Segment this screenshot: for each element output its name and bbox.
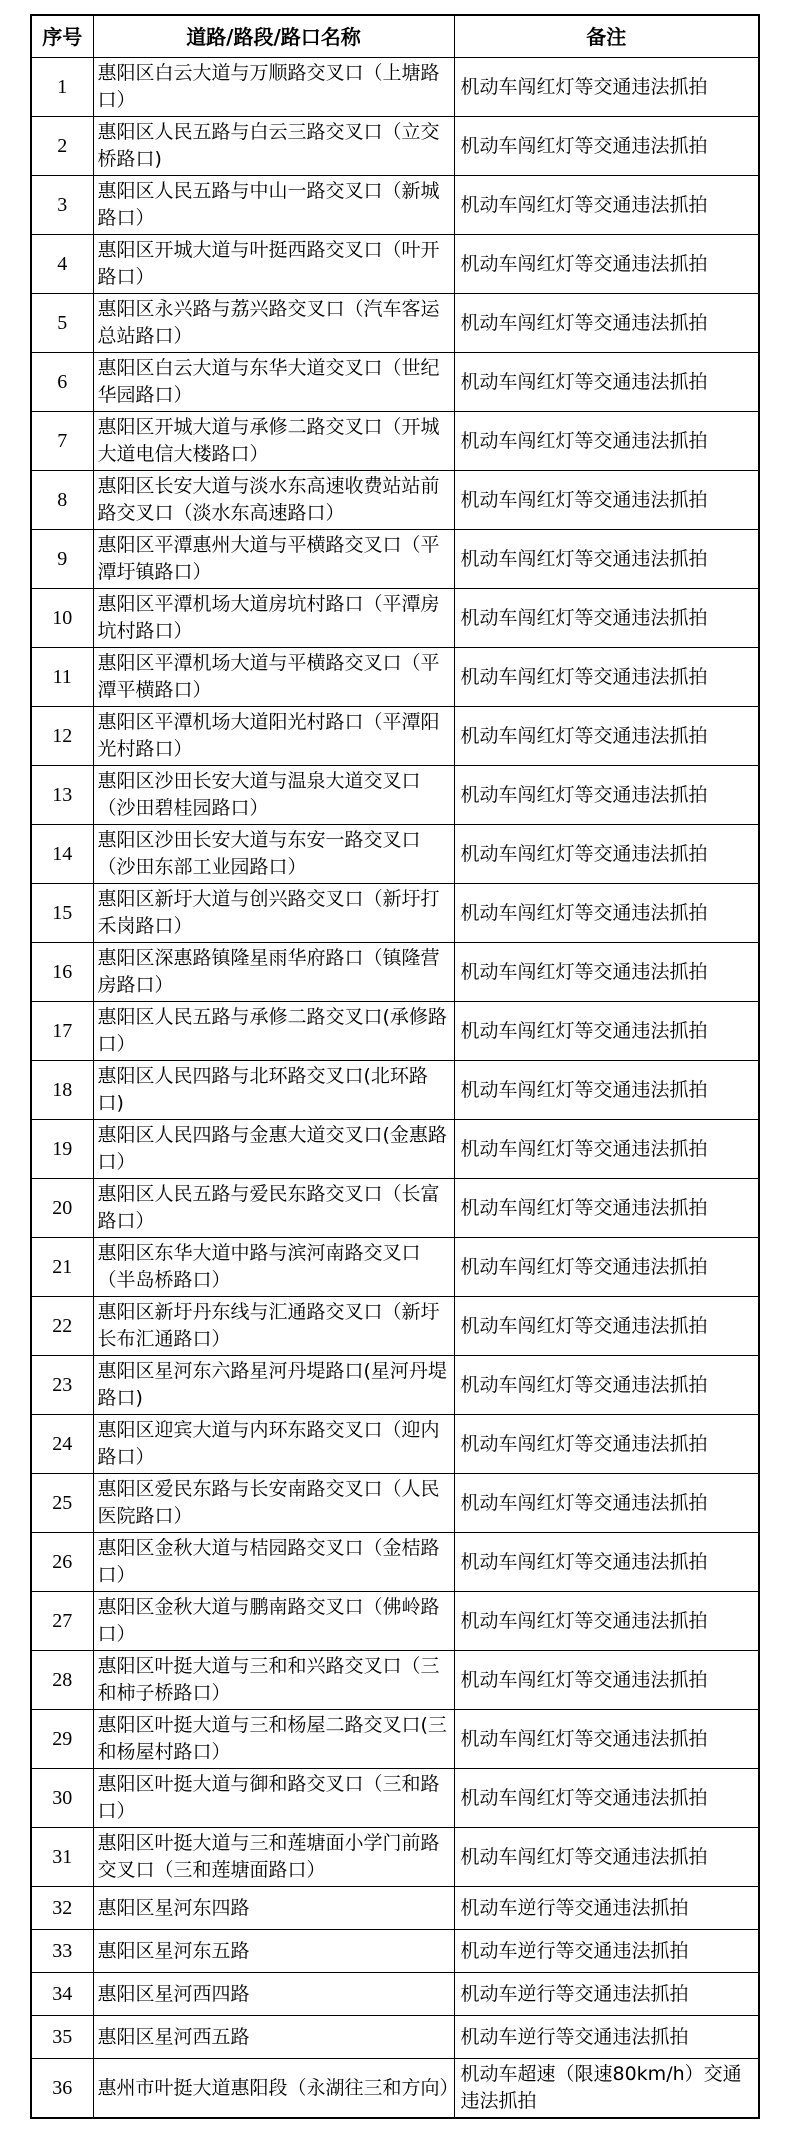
table-row <box>31 117 759 176</box>
road-name-cell: 惠阳区白云大道与万顺路交叉口（上塘路口） <box>93 58 454 117</box>
table-row <box>31 1533 759 1592</box>
row-index-cell: 19 <box>31 1120 93 1179</box>
table-row <box>31 1769 759 1828</box>
remark-cell: 机动车闯红灯等交通违法抓拍 <box>454 1002 759 1061</box>
road-name-cell: 惠阳区爱民东路与长安南路交叉口（人民医院路口） <box>93 1474 454 1533</box>
row-index-cell: 26 <box>31 1533 93 1592</box>
table-row <box>31 943 759 1002</box>
row-index-cell: 31 <box>31 1828 93 1887</box>
table-row <box>31 2059 759 2119</box>
remark-cell: 机动车闯红灯等交通违法抓拍 <box>454 943 759 1002</box>
table-row <box>31 1651 759 1710</box>
table-row <box>31 648 759 707</box>
table-row <box>31 766 759 825</box>
table-row <box>31 1887 759 1930</box>
row-index-cell: 24 <box>31 1415 93 1474</box>
remark-cell: 机动车闯红灯等交通违法抓拍 <box>454 1828 759 1887</box>
remark-cell: 机动车闯红灯等交通违法抓拍 <box>454 235 759 294</box>
table-row <box>31 1474 759 1533</box>
road-name-cell: 惠阳区平潭机场大道房坑村路口（平潭房坑村路口） <box>93 589 454 648</box>
col-header-remark: 备注 <box>454 15 759 58</box>
row-index-cell: 12 <box>31 707 93 766</box>
remark-cell: 机动车闯红灯等交通违法抓拍 <box>454 412 759 471</box>
col-header-road: 道路/路段/路口名称 <box>93 15 454 58</box>
row-index-cell: 1 <box>31 58 93 117</box>
table-row <box>31 412 759 471</box>
road-name-cell: 惠阳区叶挺大道与御和路交叉口（三和路口） <box>93 1769 454 1828</box>
table-row <box>31 1179 759 1238</box>
road-name-cell: 惠阳区金秋大道与桔园路交叉口（金桔路口） <box>93 1533 454 1592</box>
road-name-cell: 惠阳区人民五路与中山一路交叉口（新城路口） <box>93 176 454 235</box>
table-row <box>31 884 759 943</box>
row-index-cell: 14 <box>31 825 93 884</box>
row-index-cell: 10 <box>31 589 93 648</box>
row-index-cell: 3 <box>31 176 93 235</box>
row-index-cell: 36 <box>31 2059 93 2119</box>
remark-cell: 机动车闯红灯等交通违法抓拍 <box>454 1179 759 1238</box>
table-row <box>31 1828 759 1887</box>
road-name-cell: 惠阳区人民四路与北环路交叉口(北环路口) <box>93 1061 454 1120</box>
table-row <box>31 589 759 648</box>
remark-cell: 机动车闯红灯等交通违法抓拍 <box>454 825 759 884</box>
row-index-cell: 28 <box>31 1651 93 1710</box>
col-header-index: 序号 <box>31 15 93 58</box>
table-row <box>31 1710 759 1769</box>
road-name-cell: 惠阳区叶挺大道与三和杨屋二路交叉口(三和杨屋村路口） <box>93 1710 454 1769</box>
road-name-cell: 惠阳区平潭机场大道与平横路交叉口（平潭平横路口） <box>93 648 454 707</box>
remark-cell: 机动车闯红灯等交通违法抓拍 <box>454 648 759 707</box>
camera-locations-table <box>30 14 760 2119</box>
table-row <box>31 1930 759 1973</box>
remark-cell: 机动车闯红灯等交通违法抓拍 <box>454 471 759 530</box>
road-name-cell: 惠阳区新圩大道与创兴路交叉口（新圩打禾岗路口） <box>93 884 454 943</box>
remark-cell: 机动车闯红灯等交通违法抓拍 <box>454 1061 759 1120</box>
remark-cell: 机动车闯红灯等交通违法抓拍 <box>454 1297 759 1356</box>
row-index-cell: 22 <box>31 1297 93 1356</box>
table-row <box>31 530 759 589</box>
table-row <box>31 1592 759 1651</box>
row-index-cell: 18 <box>31 1061 93 1120</box>
remark-cell: 机动车逆行等交通违法抓拍 <box>454 1973 759 2016</box>
remark-cell: 机动车闯红灯等交通违法抓拍 <box>454 1592 759 1651</box>
table-row <box>31 1356 759 1415</box>
road-name-cell: 惠阳区沙田长安大道与温泉大道交叉口（沙田碧桂园路口） <box>93 766 454 825</box>
row-index-cell: 8 <box>31 471 93 530</box>
remark-cell: 机动车闯红灯等交通违法抓拍 <box>454 1238 759 1297</box>
road-name-cell: 惠阳区人民五路与承修二路交叉口(承修路口） <box>93 1002 454 1061</box>
road-name-cell: 惠阳区星河西五路 <box>93 2016 454 2059</box>
remark-cell: 机动车闯红灯等交通违法抓拍 <box>454 1769 759 1828</box>
remark-cell: 机动车闯红灯等交通违法抓拍 <box>454 1710 759 1769</box>
remark-cell: 机动车闯红灯等交通违法抓拍 <box>454 1474 759 1533</box>
table-row <box>31 1415 759 1474</box>
remark-cell: 机动车闯红灯等交通违法抓拍 <box>454 1356 759 1415</box>
row-index-cell: 16 <box>31 943 93 1002</box>
table-row <box>31 1120 759 1179</box>
table-row <box>31 1973 759 2016</box>
road-name-cell: 惠阳区人民四路与金惠大道交叉口(金惠路口） <box>93 1120 454 1179</box>
road-name-cell: 惠阳区深惠路镇隆星雨华府路口（镇隆营房路口） <box>93 943 454 1002</box>
remark-cell: 机动车闯红灯等交通违法抓拍 <box>454 58 759 117</box>
remark-cell: 机动车闯红灯等交通违法抓拍 <box>454 1533 759 1592</box>
road-name-cell: 惠州市叶挺大道惠阳段（永湖往三和方向） <box>93 2059 454 2119</box>
row-index-cell: 34 <box>31 1973 93 2016</box>
table-row <box>31 707 759 766</box>
row-index-cell: 11 <box>31 648 93 707</box>
table-row <box>31 58 759 117</box>
road-name-cell: 惠阳区星河东五路 <box>93 1930 454 1973</box>
row-index-cell: 7 <box>31 412 93 471</box>
remark-cell: 机动车逆行等交通违法抓拍 <box>454 1887 759 1930</box>
road-name-cell: 惠阳区星河东六路星河丹堤路口(星河丹堤路口) <box>93 1356 454 1415</box>
table-row <box>31 471 759 530</box>
table-row <box>31 1297 759 1356</box>
table-row <box>31 294 759 353</box>
road-name-cell: 惠阳区迎宾大道与内环东路交叉口（迎内路口） <box>93 1415 454 1474</box>
remark-cell: 机动车超速（限速80km/h）交通违法抓拍 <box>454 2059 759 2119</box>
row-index-cell: 2 <box>31 117 93 176</box>
row-index-cell: 20 <box>31 1179 93 1238</box>
road-name-cell: 惠阳区叶挺大道与三和和兴路交叉口（三和柿子桥路口） <box>93 1651 454 1710</box>
remark-cell: 机动车闯红灯等交通违法抓拍 <box>454 176 759 235</box>
row-index-cell: 29 <box>31 1710 93 1769</box>
row-index-cell: 27 <box>31 1592 93 1651</box>
road-name-cell: 惠阳区人民五路与白云三路交叉口（立交桥路口) <box>93 117 454 176</box>
table-row <box>31 353 759 412</box>
row-index-cell: 32 <box>31 1887 93 1930</box>
road-name-cell: 惠阳区星河东四路 <box>93 1887 454 1930</box>
remark-cell: 机动车闯红灯等交通违法抓拍 <box>454 707 759 766</box>
row-index-cell: 4 <box>31 235 93 294</box>
remark-cell: 机动车闯红灯等交通违法抓拍 <box>454 1415 759 1474</box>
road-name-cell: 惠阳区白云大道与东华大道交叉口（世纪华园路口） <box>93 353 454 412</box>
table-row <box>31 2016 759 2059</box>
road-name-cell: 惠阳区长安大道与淡水东高速收费站站前路交叉口（淡水东高速路口） <box>93 471 454 530</box>
table-body <box>31 58 759 2119</box>
road-name-cell: 惠阳区金秋大道与鹏南路交叉口（佛岭路口） <box>93 1592 454 1651</box>
road-name-cell: 惠阳区永兴路与荔兴路交叉口（汽车客运总站路口） <box>93 294 454 353</box>
row-index-cell: 17 <box>31 1002 93 1061</box>
table-row <box>31 1002 759 1061</box>
row-index-cell: 5 <box>31 294 93 353</box>
table-header <box>31 15 759 58</box>
road-name-cell: 惠阳区人民五路与爱民东路交叉口（长富路口） <box>93 1179 454 1238</box>
road-name-cell: 惠阳区平潭惠州大道与平横路交叉口（平潭圩镇路口） <box>93 530 454 589</box>
row-index-cell: 13 <box>31 766 93 825</box>
remark-cell: 机动车闯红灯等交通违法抓拍 <box>454 294 759 353</box>
row-index-cell: 9 <box>31 530 93 589</box>
road-name-cell: 惠阳区新圩丹东线与汇通路交叉口（新圩长布汇通路口） <box>93 1297 454 1356</box>
road-name-cell: 惠阳区叶挺大道与三和莲塘面小学门前路交叉口（三和莲塘面路口） <box>93 1828 454 1887</box>
table-row <box>31 235 759 294</box>
row-index-cell: 6 <box>31 353 93 412</box>
row-index-cell: 23 <box>31 1356 93 1415</box>
remark-cell: 机动车逆行等交通违法抓拍 <box>454 2016 759 2059</box>
header-row <box>31 15 759 58</box>
remark-cell: 机动车闯红灯等交通违法抓拍 <box>454 766 759 825</box>
row-index-cell: 21 <box>31 1238 93 1297</box>
remark-cell: 机动车闯红灯等交通违法抓拍 <box>454 530 759 589</box>
remark-cell: 机动车逆行等交通违法抓拍 <box>454 1930 759 1973</box>
road-name-cell: 惠阳区沙田长安大道与东安一路交叉口（沙田东部工业园路口） <box>93 825 454 884</box>
row-index-cell: 25 <box>31 1474 93 1533</box>
table-row <box>31 1061 759 1120</box>
row-index-cell: 30 <box>31 1769 93 1828</box>
remark-cell: 机动车闯红灯等交通违法抓拍 <box>454 1651 759 1710</box>
remark-cell: 机动车闯红灯等交通违法抓拍 <box>454 1120 759 1179</box>
remark-cell: 机动车闯红灯等交通违法抓拍 <box>454 884 759 943</box>
road-name-cell: 惠阳区东华大道中路与滨河南路交叉口（半岛桥路口） <box>93 1238 454 1297</box>
road-name-cell: 惠阳区开城大道与叶挺西路交叉口（叶开路口） <box>93 235 454 294</box>
remark-cell: 机动车闯红灯等交通违法抓拍 <box>454 117 759 176</box>
road-name-cell: 惠阳区平潭机场大道阳光村路口（平潭阳光村路口） <box>93 707 454 766</box>
table-row <box>31 1238 759 1297</box>
table-row <box>31 176 759 235</box>
row-index-cell: 35 <box>31 2016 93 2059</box>
remark-cell: 机动车闯红灯等交通违法抓拍 <box>454 353 759 412</box>
road-name-cell: 惠阳区星河西四路 <box>93 1973 454 2016</box>
table-row <box>31 825 759 884</box>
row-index-cell: 15 <box>31 884 93 943</box>
road-name-cell: 惠阳区开城大道与承修二路交叉口（开城大道电信大楼路口） <box>93 412 454 471</box>
row-index-cell: 33 <box>31 1930 93 1973</box>
remark-cell: 机动车闯红灯等交通违法抓拍 <box>454 589 759 648</box>
